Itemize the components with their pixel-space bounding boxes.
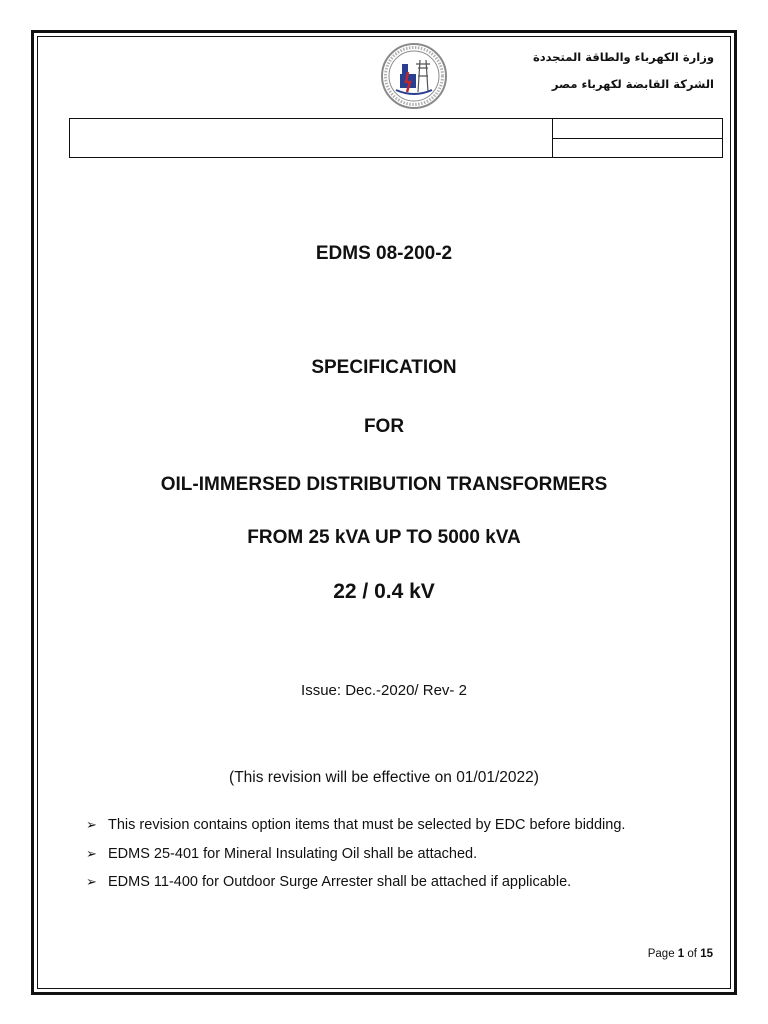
page-of: of — [687, 948, 697, 960]
header-table-cell-main — [70, 119, 553, 157]
page-number — [648, 948, 713, 960]
page-total: 15 — [700, 948, 713, 960]
title-voltage: 22 / 0.4 kV — [333, 580, 435, 603]
effective-date-note: (This revision will be effective on 01/01/2022) — [229, 769, 539, 786]
page-label: Page — [647, 948, 675, 960]
note-text: EDMS 11-400 for Outdoor Surge Arrester shall be attached if applicable. — [108, 874, 572, 890]
header-table-cell-top-right — [553, 119, 722, 139]
logo-base-arc — [396, 90, 432, 94]
title-specification: SPECIFICATION — [311, 357, 457, 378]
note-text: EDMS 25-401 for Mineral Insulating Oil shall be attached. — [108, 845, 478, 862]
note-text: This revision contains option items that must be selected by EDC before bidding. — [108, 817, 626, 833]
title-rating-range: FROM 25 kVA UP TO 5000 kVA — [247, 527, 521, 548]
company-logo — [380, 42, 448, 110]
list-item — [86, 815, 625, 844]
issue-info: Issue: Dec.-2020/ Rev- 2 — [301, 682, 467, 699]
company-name: الشركة القابضة لكهرباء مصر — [551, 77, 714, 91]
page-current: 1 — [677, 948, 685, 960]
document-code: EDMS 08-200-2 — [315, 243, 453, 264]
document-header-table — [69, 118, 723, 158]
title-for: FOR — [363, 416, 405, 437]
title-subject: OIL-IMMERSED DISTRIBUTION TRANSFORMERS — [160, 474, 608, 495]
list-item — [86, 872, 625, 901]
organization-header — [533, 44, 714, 98]
arrow-bullet-icon: ➢ — [86, 818, 97, 833]
arrow-bullet-icon: ➢ — [86, 846, 97, 862]
notes-list — [86, 815, 625, 901]
header-table-cell-bottom-right — [553, 139, 722, 157]
list-item — [86, 844, 625, 873]
logo-pylon — [416, 60, 430, 92]
arrow-bullet-icon: ➢ — [86, 875, 97, 890]
ministry-name: وزارة الكهرباء والطاقة المتجددة — [532, 50, 714, 64]
